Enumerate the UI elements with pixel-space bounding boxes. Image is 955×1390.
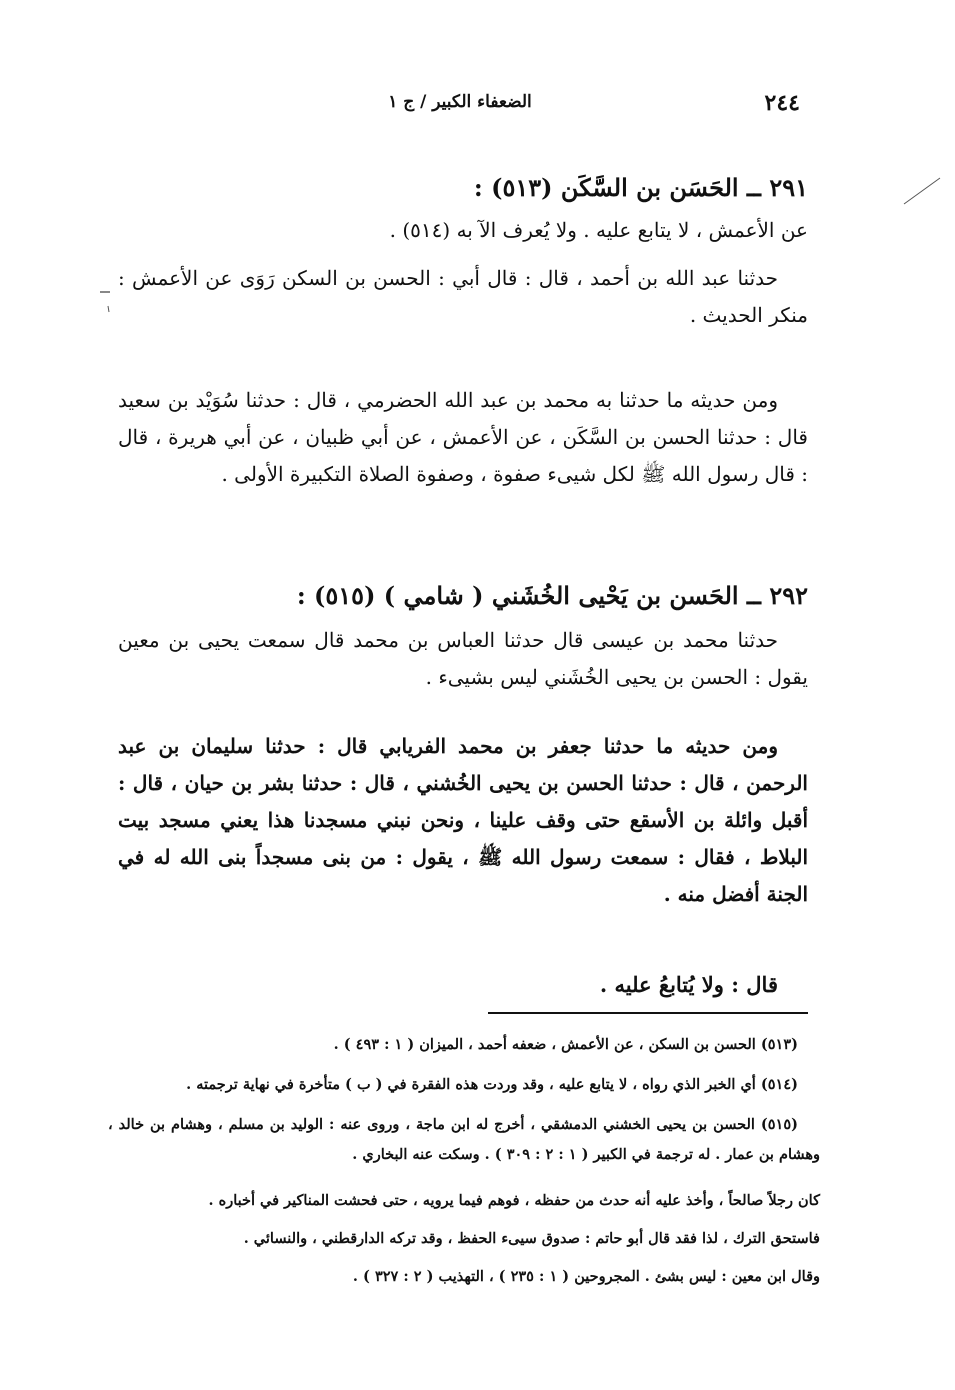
entry-291-hadith: ومن حديثه ما حدثنا به محمد بن عبد الله الحضرمي ، قال : حدثنا سُوَيْد بن سعيد قال : حدثنا الحسن بن السَّكَن ، عن الأعمش ، عن أبي ظبيان ، عن أبي هريرة ، قال : قال رسول الله ﷺ لكل شيىء صفوة ، وصفوة الصلاة التكبيرة الأولى . bbox=[118, 388, 808, 486]
footnote-513: (٥١٣) الحسن بن السكن ، عن الأعمش ، ضعفه أحمد ، الميزان ( ١ : ٤٩٣ ) . bbox=[333, 1036, 798, 1053]
footnote-515-continued-2: فاستحق الترك ، لذا فقد قال أبو حاتم : صدوق سيىء الحفظ ، وقد تركه الدارقطني ، والنسائي . bbox=[243, 1230, 820, 1247]
footnote-515-continued-3: وقال ابن معين : ليس بشئ . المجروحين ( ١ : ٢٣٥ ) ، التهذيب ( ٢ : ٣٢٧ ) . bbox=[352, 1268, 820, 1285]
entry-292-narration: حدثنا محمد بن عيسى قال حدثنا العباس بن محمد قال سمعت يحيى بن معين يقول : الحسن بن يحيى الخُشَني ليس بشيىء . bbox=[118, 628, 808, 689]
entry-292-title: ٢٩٢ ــ الحَسن بن يَحْيى الخُشَني ( شامي ) (٥١٥) : bbox=[296, 581, 808, 610]
footnote-514: (٥١٤) أي الخبر الذي رواه ، لا يتابع عليه ، وقد وردت هذه الفقرة في ( ب ) متأخرة في نهاية ترجمته . bbox=[186, 1076, 798, 1093]
entry-292-remark: قال : ولا يُتابعُ عليه . bbox=[599, 972, 778, 997]
entry-291-narration: حدثنا عبد الله بن أحمد ، قال : قال أبي : الحسن بن السكن رَوَى عن الأعمش : منكر الحديث . bbox=[118, 266, 808, 327]
entry-291-title: ٢٩١ ــ الحَسَن بن السَّكَن (٥١٣) : bbox=[473, 173, 808, 202]
footnote-515-continued-1: كان رجلاً صالحاً ، وأخذ عليه أنه حدث من حفظه ، فوهم فيما يرويه ، حتى فحشت المناكير في أخباره . bbox=[208, 1192, 820, 1209]
entry-291-summary: عن الأعمش ، لا يتابع عليه . ولا يُعرف الآ به (٥١٤) . bbox=[389, 218, 808, 242]
scan-speck bbox=[96, 278, 116, 318]
footnote-divider bbox=[488, 1012, 808, 1014]
running-header-title: الضعفاء الكبير / ج ١ bbox=[388, 92, 532, 112]
scan-mark bbox=[900, 168, 950, 208]
page-number: ٢٤٤ bbox=[764, 90, 800, 116]
footnote-515: (٥١٥) الحسن بن يحيى الخشني الدمشقي ، أخرج له ابن ماجة ، وروى عنه : الوليد بن مسلم ، وهشام بن خالد ، وهشام بن عمار . له ترجمة في الكبير ( ١ : ٢ : ٣٠٩ ) . وسكت عنه البخاري . bbox=[108, 1116, 820, 1163]
entry-292-hadith: ومن حديثه ما حدثنا جعفر بن محمد الفريابي قال : حدثنا سليمان بن عبد الرحمن ، قال : حدثنا الحسن بن يحيى الخُشني ، قال : حدثنا بشر بن حيان ، قال : أقبل وائلة بن الأسقع حتى وقف علينا ، ونحن نبني مسجدنا هذا يعني مسجد بيت البلاط ، فقال : سمعت رسول الله ﷺ ، يقول : من بنى مسجداً بنى الله له في الجنة أفضل منه . bbox=[118, 734, 808, 906]
